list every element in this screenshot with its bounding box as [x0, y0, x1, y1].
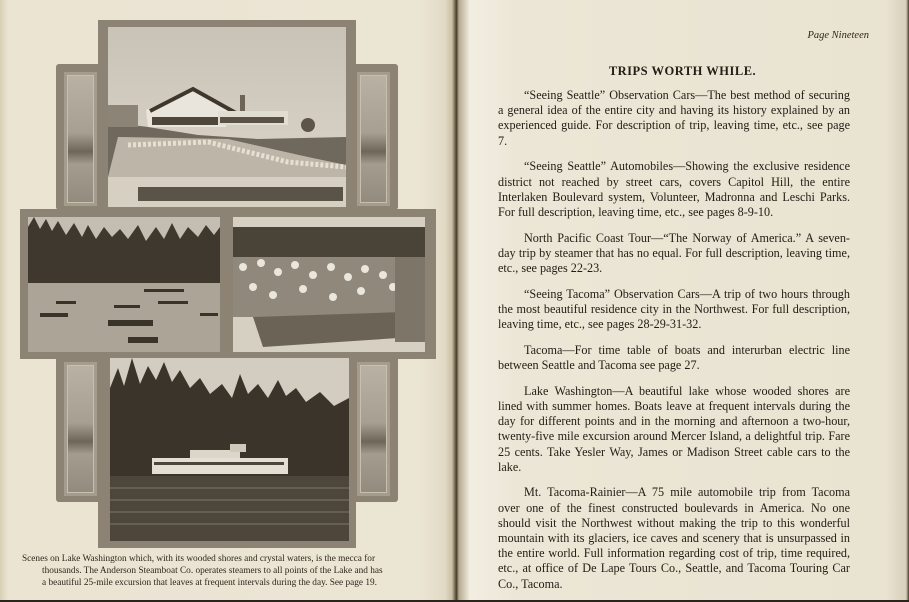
lodge-on-hill-photo	[108, 27, 346, 207]
paragraph-north-pacific-coast-tour: North Pacific Coast Tour—“The Norway of America.” A seven-day trip by steamer that has no equal. For full description, leaving time, etc., see pages 22-23.	[498, 230, 850, 276]
decorative-panel-bottom-left	[64, 362, 97, 496]
left-page	[0, 0, 456, 600]
canoes-on-lake-photo	[28, 217, 220, 352]
steamboat-photo	[110, 358, 349, 541]
right-page	[456, 0, 909, 600]
paragraph-tacoma: Tacoma—For time table of boats and interurban electric line between Seattle and Tacoma see page 27.	[498, 342, 850, 373]
crowd-at-landing-photo	[233, 217, 425, 352]
paragraph-mt-tacoma-rainier: Mt. Tacoma-Rainier—A 75 mile automobile trip from Tacoma over one of the finest constructed boulevards in America. No one should visit the Northwest without making the trip to this wonderful mountain with its glaciers, ice caves and scenery that is unsurpassed in the entire world. Full information regarding cost of trip, time required, etc., at office of De Lape Tours Co., Seattle, and Tacoma Touring Car Co., Tacoma.	[498, 485, 850, 591]
caption-line-1: Scenes on Lake Washington which, with its wooded shores and crystal waters, is the mecca for	[22, 554, 376, 564]
paragraph-lake-washington: Lake Washington—A beautiful lake whose wooded shores are lined with summer homes. Boats leave at frequent intervals during the day for different points and in the morning and afternoon a two-hour, twenty-five mile excursion around Mercer Island, a delightful trip. Fare 25 cents. Take Yesler Way, James or Madison Street cable cars to the lake.	[498, 383, 850, 474]
paragraph-seeing-tacoma-cars: “Seeing Tacoma” Observation Cars—A trip of two hours through the most beautiful residence city in the Northwest. For full description, leaving time, etc., see pages 28-29-31-32.	[498, 286, 850, 332]
page-number: Page Nineteen	[807, 30, 869, 41]
caption-line-2: thousands. The Anderson Steamboat Co. operates steamers to all points of the Lake and has	[42, 566, 383, 576]
decorative-panel-top-left	[64, 72, 97, 206]
paragraph-seeing-seattle-cars: “Seeing Seattle” Observation Cars—The best method of securing a general idea of the entire city and having its history explained by an experienced guide. For description of trip, leaving time, etc., see page 7.	[498, 88, 850, 148]
section-heading: TRIPS WORTH WHILE.	[608, 64, 757, 78]
decorative-panel-bottom-right	[357, 362, 390, 496]
trips-text	[498, 88, 850, 602]
photo-caption	[22, 553, 438, 589]
decorative-panel-top-right	[357, 72, 390, 206]
paragraph-seeing-seattle-automobiles: “Seeing Seattle” Automobiles—Showing the exclusive residence district not reached by street cars, covers Capitol Hill, the entire Interlaken Boulevard system, Volunteer, Madronna and Leschi Parks. For full description, leaving time, etc., see pages 8-9-10.	[498, 159, 850, 219]
caption-line-3: a beautiful 25-mile excursion that leaves at frequent intervals during the day. See page 19.	[42, 578, 378, 588]
